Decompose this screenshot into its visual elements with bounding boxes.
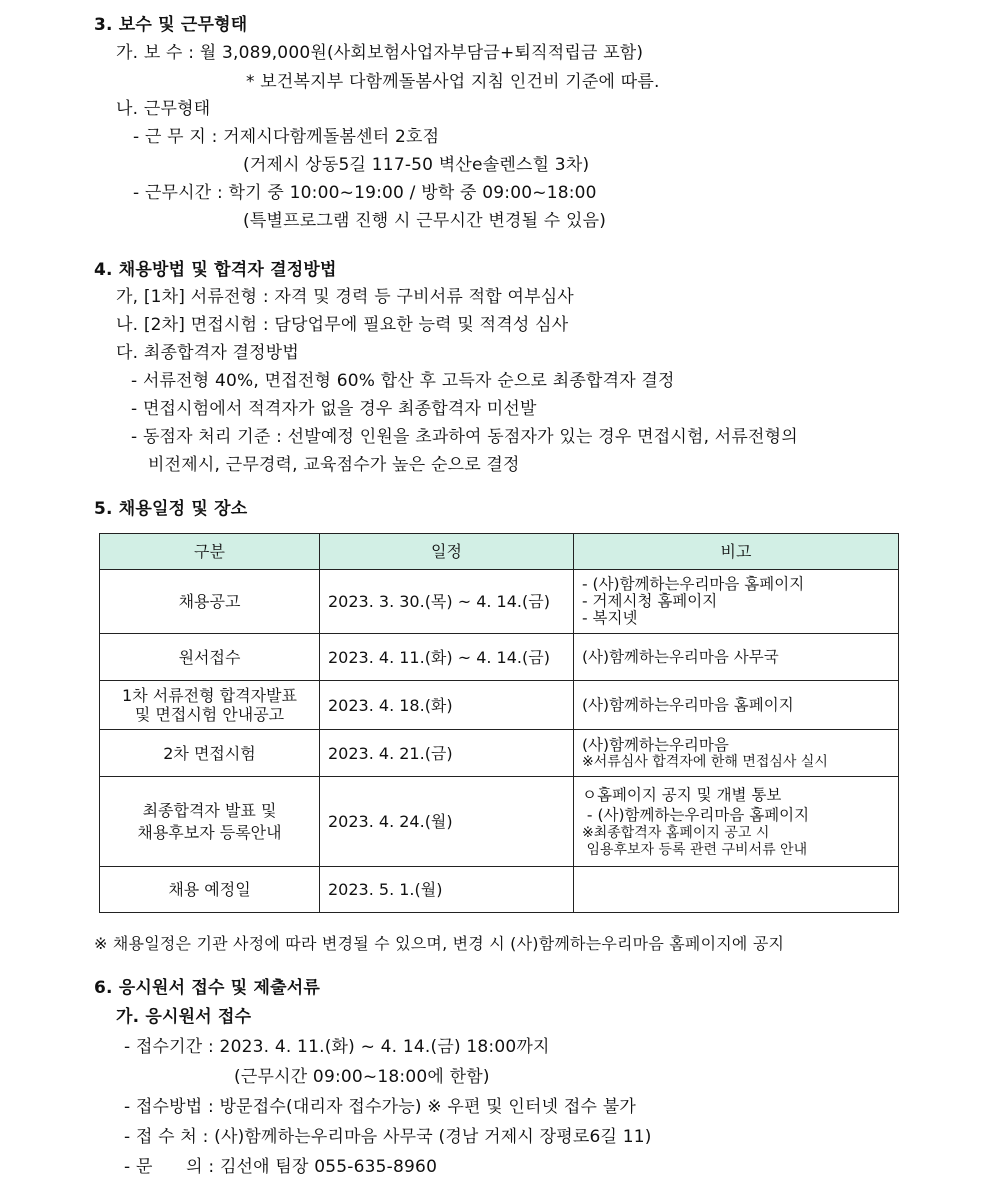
row-date: 2023. 4. 21.(금) xyxy=(320,730,574,777)
table-row xyxy=(100,867,899,913)
table-row xyxy=(100,777,899,867)
section-6-heading: 6. 응시원서 접수 및 제출서류 xyxy=(94,978,321,998)
table-row xyxy=(100,681,899,730)
decision-rule-2: - 면접시험에서 적격자가 없을 경우 최종합격자 미선발 xyxy=(131,399,537,419)
row-remarks xyxy=(574,867,899,913)
table-row xyxy=(100,730,899,777)
header-remarks: 비고 xyxy=(574,534,899,570)
schedule-table xyxy=(99,533,899,913)
row-category: 2차 면접시험 xyxy=(100,730,320,777)
row-remarks: (사)함께하는우리마음 사무국 xyxy=(574,634,899,681)
row-category: 최종합격자 발표 및 채용후보자 등록안내 xyxy=(100,777,320,867)
row-category: 채용 예정일 xyxy=(100,867,320,913)
row-date: 2023. 3. 30.(목) ~ 4. 14.(금) xyxy=(320,570,574,634)
application-period-note: (근무시간 09:00~18:00에 한함) xyxy=(234,1067,490,1087)
table-row xyxy=(100,634,899,681)
row-remarks: ㅇ홈페이지 공지 및 개별 통보 - (사)함께하는우리마음 홈페이지 ※최종합격자 홈페이지 공고 시 임용후보자 등록 관련 구비서류 안내 xyxy=(574,777,899,867)
pay-line: 가. 보 수 : 월 3,089,000원(사회보험사업자부담금+퇴직적립금 포함) xyxy=(116,43,644,63)
schedule-header-row xyxy=(100,534,899,570)
header-category: 구분 xyxy=(100,534,320,570)
header-date: 일정 xyxy=(320,534,574,570)
application-period: - 접수기간 : 2023. 4. 11.(화) ~ 4. 14.(금) 18:00까지 xyxy=(124,1037,550,1057)
row-date: 2023. 4. 11.(화) ~ 4. 14.(금) xyxy=(320,634,574,681)
contact-line: - 문 의 : 김선애 팀장 055-635-8960 xyxy=(124,1157,438,1177)
decision-rule-3-cont: 비전제시, 근무경력, 교육점수가 높은 순으로 결정 xyxy=(148,455,520,475)
section-4-heading: 4. 채용방법 및 합격자 결정방법 xyxy=(94,260,337,280)
final-decision-heading: 다. 최종합격자 결정방법 xyxy=(116,343,300,363)
work-place-line: - 근 무 지 : 거제시다함께돌봄센터 2호점 xyxy=(133,127,440,147)
row-date: 2023. 4. 18.(화) xyxy=(320,681,574,730)
work-hours-note: (특별프로그램 진행 시 근무시간 변경될 수 있음) xyxy=(243,211,607,231)
row-remarks: - (사)함께하는우리마음 홈페이지 - 거제시청 홈페이지 - 복지넷 xyxy=(574,570,899,634)
section-5-heading: 5. 채용일정 및 장소 xyxy=(94,499,248,519)
schedule-footnote: ※ 채용일정은 기관 사정에 따라 변경될 수 있으며, 변경 시 (사)함께하는우리마음 홈페이지에 공지 xyxy=(94,934,785,953)
step-2-line: 나. [2차] 면접시험 : 담당업무에 필요한 능력 및 적격성 심사 xyxy=(116,315,569,335)
step-1-line: 가, [1차] 서류전형 : 자격 및 경력 등 구비서류 적합 여부심사 xyxy=(116,287,574,307)
application-place: - 접 수 처 : (사)함께하는우리마음 사무국 (경남 거제시 장평로6길 11) xyxy=(124,1127,652,1147)
decision-rule-3: - 동점자 처리 기준 : 선발예정 인원을 초과하여 동점자가 있는 경우 면접시험, 서류전형의 xyxy=(131,427,798,447)
row-remarks: (사)함께하는우리마음 홈페이지 xyxy=(574,681,899,730)
row-category: 1차 서류전형 합격자발표 및 면접시험 안내공고 xyxy=(100,681,320,730)
row-remarks: (사)함께하는우리마음 ※서류심사 합격자에 한해 면접심사 실시 xyxy=(574,730,899,777)
table-row xyxy=(100,570,899,634)
application-method: - 접수방법 : 방문접수(대리자 접수가능) ※ 우편 및 인터넷 접수 불가 xyxy=(124,1097,636,1117)
work-hours-line: - 근무시간 : 학기 중 10:00~19:00 / 방학 중 09:00~18:00 xyxy=(133,183,597,203)
decision-rule-1: - 서류전형 40%, 면접전형 60% 합산 후 고득자 순으로 최종합격자 결정 xyxy=(131,371,675,391)
row-category: 채용공고 xyxy=(100,570,320,634)
row-date: 2023. 5. 1.(월) xyxy=(320,867,574,913)
pay-note: * 보건복지부 다함께돌봄사업 지침 인건비 기준에 따름. xyxy=(246,72,660,92)
row-date: 2023. 4. 24.(월) xyxy=(320,777,574,867)
work-type-heading: 나. 근무형태 xyxy=(116,99,211,119)
work-place-address: (거제시 상동5길 117-50 벽산e솔렌스힐 3차) xyxy=(243,155,590,175)
row-category: 원서접수 xyxy=(100,634,320,681)
section-3-heading: 3. 보수 및 근무형태 xyxy=(94,15,248,35)
application-subheading: 가. 응시원서 접수 xyxy=(116,1007,252,1027)
